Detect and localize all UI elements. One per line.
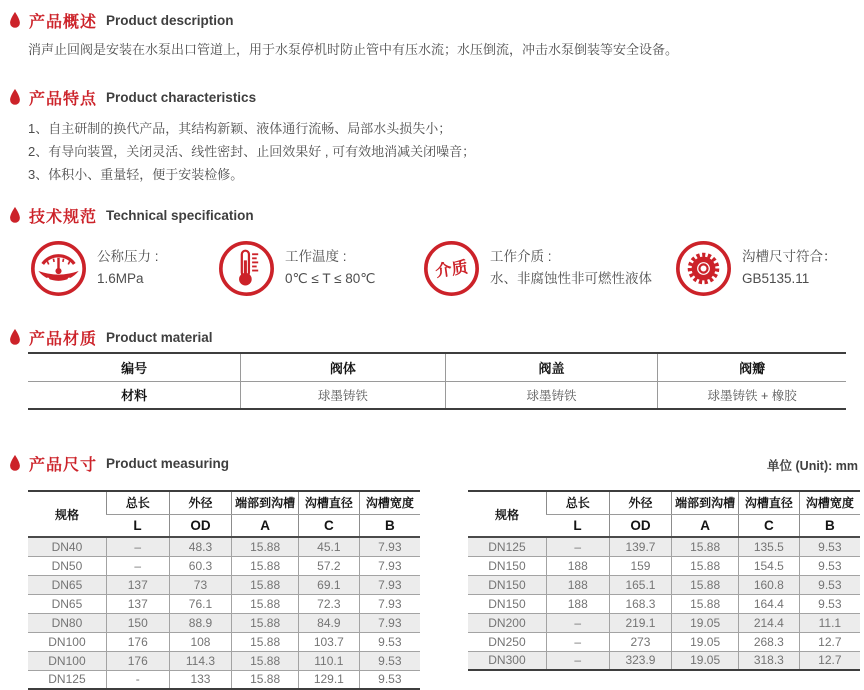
spec-label: 工作温度 : (285, 249, 347, 264)
table-cell: 15.88 (672, 594, 739, 613)
table-cell: 73 (169, 575, 232, 594)
table-cell: 15.88 (232, 575, 299, 594)
drop-icon (8, 206, 22, 225)
table-cell: 7.93 (359, 613, 420, 632)
table-row (468, 556, 860, 575)
spec-value: GB5135.11 (742, 271, 810, 286)
table-cell: DN200 (468, 613, 546, 632)
characteristic-item: 1、自主研制的换代产品，其结构新颖、液体通行流畅、局部水头损失小； (28, 121, 452, 136)
measuring-table-right-body (468, 537, 860, 670)
table-cell: 188 (546, 594, 609, 613)
medium-icon (423, 240, 480, 297)
table-cell: 268.3 (738, 632, 799, 651)
table-row (28, 651, 420, 670)
characteristic-item: 3、体积小、重量轻，便于安装检修。 (28, 167, 244, 182)
table-row (468, 651, 860, 670)
col-header-symbol: C (298, 514, 359, 537)
table-cell: DN65 (28, 575, 106, 594)
col-header: 端部到沟槽 (232, 491, 299, 514)
table-cell: 7.93 (359, 575, 420, 594)
section-title-zh: 产品材质 (29, 330, 98, 348)
table-row (28, 537, 420, 556)
table-cell: 133 (169, 670, 232, 689)
col-header: 沟槽直径 (738, 491, 799, 514)
table-cell: 19.05 (672, 632, 739, 651)
spec-value: 1.6MPa (97, 271, 144, 286)
pressure-gauge-icon (30, 240, 87, 297)
table-row (468, 613, 860, 632)
table-cell: 76.1 (169, 594, 232, 613)
col-header: 外径 (169, 491, 232, 514)
table-cell: 球墨铸铁 (241, 381, 446, 409)
table-cell: DN300 (468, 651, 546, 670)
col-header: 总长 (106, 491, 169, 514)
table-cell: DN150 (468, 594, 546, 613)
spec-value: 0℃ ≤ T ≤ 80℃ (285, 271, 376, 286)
section-header-overview (8, 8, 234, 32)
table-cell: 15.88 (232, 556, 299, 575)
material-table (28, 352, 846, 410)
table-cell: 15.88 (672, 556, 739, 575)
section-title-zh: 产品概述 (29, 13, 98, 31)
table-cell: DN50 (28, 556, 106, 575)
table-cell: 135.5 (738, 537, 799, 556)
table-row (28, 670, 420, 689)
table-row (468, 632, 860, 651)
gear-icon (675, 240, 732, 297)
table-cell: DN40 (51, 539, 83, 554)
spec-label: 公称压力 : (97, 249, 159, 264)
drop-icon (8, 11, 22, 30)
table-cell: 12.7 (799, 651, 860, 670)
table-row (468, 537, 860, 556)
table-row (468, 594, 860, 613)
table-cell: 48.3 (169, 537, 232, 556)
table-row (28, 556, 420, 575)
spec-medium (423, 239, 652, 297)
drop-icon (8, 328, 22, 347)
table-cell: 15.88 (232, 670, 299, 689)
section-title-en: Product description (106, 12, 234, 28)
table-cell: 88.9 (169, 613, 232, 632)
table-cell: 139.7 (609, 537, 672, 556)
col-header-symbol: OD (609, 514, 672, 537)
spec-pressure (30, 239, 159, 297)
spec-label: 沟槽尺寸符合： (742, 249, 837, 264)
table-cell: – (106, 556, 169, 575)
table-row (468, 575, 860, 594)
table-cell: DN150 (468, 556, 546, 575)
table-cell: 84.9 (298, 613, 359, 632)
table-cell: 球墨铸铁 + 橡胶 (658, 381, 846, 409)
table-cell: DN150 (468, 575, 546, 594)
table-cell: DN125 (488, 539, 526, 554)
drop-icon (8, 88, 22, 107)
spec-text (742, 246, 837, 290)
material-col-header: 编号 (121, 360, 148, 376)
section-title-zh: 产品特点 (29, 90, 98, 108)
table-cell: DN100 (28, 632, 106, 651)
section-title-en: Product characteristics (106, 89, 257, 105)
table-cell: 273 (609, 632, 672, 651)
table-cell: DN100 (28, 651, 106, 670)
spec-text (97, 246, 159, 290)
table-cell: 9.53 (799, 575, 860, 594)
table-cell: 318.3 (738, 651, 799, 670)
col-header: 端部到沟槽 (672, 491, 739, 514)
col-header-symbol: B (359, 514, 420, 537)
measuring-table-left (28, 490, 420, 690)
table-cell: 15.88 (232, 537, 299, 556)
table-cell: 9.53 (359, 670, 420, 689)
table-cell: DN80 (28, 613, 106, 632)
table-cell: 114.3 (169, 651, 232, 670)
table-cell: 159 (609, 556, 672, 575)
overview-paragraph: 消声止回阀是安装在水泵出口管道上，用于水泵停机时防止管中有压水流；水压倒流，冲击水泵倒装等安全设备。 (28, 42, 679, 57)
table-row (28, 381, 846, 409)
table-cell: 103.7 (298, 632, 359, 651)
unit-label: 单位 (Unit): mm (767, 459, 858, 473)
table-cell: 214.4 (738, 613, 799, 632)
spec-temperature (218, 239, 375, 297)
col-header-spec: 规格 (28, 491, 106, 537)
table-row (28, 613, 420, 632)
table-cell: 9.53 (799, 556, 860, 575)
table-cell: 69.1 (298, 575, 359, 594)
table-cell: 154.5 (738, 556, 799, 575)
characteristic-item: 2、有导向装置，关闭灵活、线性密封、止回效果好 , 可有效地消减关闭噪音； (28, 144, 476, 159)
section-header-characteristics (8, 85, 256, 109)
spec-groove (675, 239, 837, 297)
table-cell: 110.1 (298, 651, 359, 670)
table-cell: 7.93 (359, 537, 420, 556)
spec-text (285, 246, 375, 290)
col-header-symbol: L (106, 514, 169, 537)
table-cell: 15.88 (232, 594, 299, 613)
section-title-en: Product measuring (106, 455, 230, 471)
col-header-symbol: B (799, 514, 860, 537)
table-cell: 12.7 (799, 632, 860, 651)
table-cell: - (106, 670, 169, 689)
table-cell: 15.88 (672, 537, 739, 556)
table-cell: 19.05 (672, 651, 739, 670)
table-cell: – (546, 632, 609, 651)
thermometer-icon (218, 240, 275, 297)
col-header-symbol: L (546, 514, 609, 537)
spec-text (490, 246, 652, 290)
spec-label: 工作介质 : (490, 249, 552, 264)
material-col-header: 阀瓣 (658, 353, 846, 381)
section-header-measuring (8, 451, 229, 475)
col-header-symbol: A (672, 514, 739, 537)
material-row-label: 材料 (121, 388, 148, 404)
table-cell: 9.53 (359, 651, 420, 670)
table-cell: 137 (106, 575, 169, 594)
table-cell: – (546, 537, 609, 556)
section-header-material (8, 325, 213, 349)
col-header: 沟槽直径 (298, 491, 359, 514)
col-header: 沟槽宽度 (359, 491, 420, 514)
table-cell: 188 (546, 575, 609, 594)
measuring-table-right (468, 490, 860, 671)
table-cell: 129.1 (298, 670, 359, 689)
drop-icon (8, 454, 22, 473)
col-header-symbol: C (738, 514, 799, 537)
col-header: 沟槽宽度 (799, 491, 860, 514)
material-col-header: 阀体 (241, 353, 446, 381)
table-cell: DN65 (28, 594, 106, 613)
table-cell: 60.3 (169, 556, 232, 575)
table-cell: 15.88 (672, 575, 739, 594)
table-cell: 19.05 (672, 613, 739, 632)
col-header: 外径 (609, 491, 672, 514)
table-cell: 165.1 (609, 575, 672, 594)
table-cell: 7.93 (359, 594, 420, 613)
table-cell: DN250 (468, 632, 546, 651)
table-cell: – (546, 651, 609, 670)
table-cell: – (106, 537, 169, 556)
col-header-symbol: OD (169, 514, 232, 537)
table-cell: 168.3 (609, 594, 672, 613)
material-col-header: 阀盖 (445, 353, 658, 381)
table-cell: 15.88 (232, 651, 299, 670)
table-cell: 323.9 (609, 651, 672, 670)
table-cell: 137 (106, 594, 169, 613)
section-header-specification (8, 203, 254, 227)
section-title-en: Technical specification (106, 207, 254, 223)
table-cell: 72.3 (298, 594, 359, 613)
table-cell: 219.1 (609, 613, 672, 632)
section-title-zh: 产品尺寸 (29, 456, 98, 474)
table-cell: DN125 (28, 670, 106, 689)
col-header: 总长 (546, 491, 609, 514)
table-cell: 球墨铸铁 (445, 381, 658, 409)
characteristics-list (28, 117, 475, 186)
table-cell: – (546, 613, 609, 632)
table-cell: 11.1 (799, 613, 860, 632)
table-cell: 108 (169, 632, 232, 651)
table-row (28, 575, 420, 594)
table-cell: 45.1 (298, 537, 359, 556)
col-header-spec: 规格 (468, 491, 546, 537)
table-cell: 15.88 (232, 632, 299, 651)
table-cell: 57.2 (298, 556, 359, 575)
section-title-zh: 技术规范 (29, 208, 98, 226)
table-cell: 160.8 (738, 575, 799, 594)
table-cell: 188 (546, 556, 609, 575)
col-header-symbol: A (232, 514, 299, 537)
table-cell: 9.53 (799, 537, 860, 556)
table-cell: 164.4 (738, 594, 799, 613)
spec-value: 水、非腐蚀性非可燃性液体 (490, 271, 652, 286)
table-cell: 15.88 (232, 613, 299, 632)
table-cell: 176 (106, 632, 169, 651)
svg-text:介质: 介质 (434, 257, 470, 281)
table-row (28, 632, 420, 651)
measuring-table-left-body (28, 537, 420, 689)
table-row (28, 594, 420, 613)
section-title-en: Product material (106, 329, 213, 345)
table-cell: 9.53 (799, 594, 860, 613)
table-cell: 9.53 (359, 632, 420, 651)
table-cell: 150 (106, 613, 169, 632)
table-cell: 7.93 (359, 556, 420, 575)
table-cell: 176 (106, 651, 169, 670)
